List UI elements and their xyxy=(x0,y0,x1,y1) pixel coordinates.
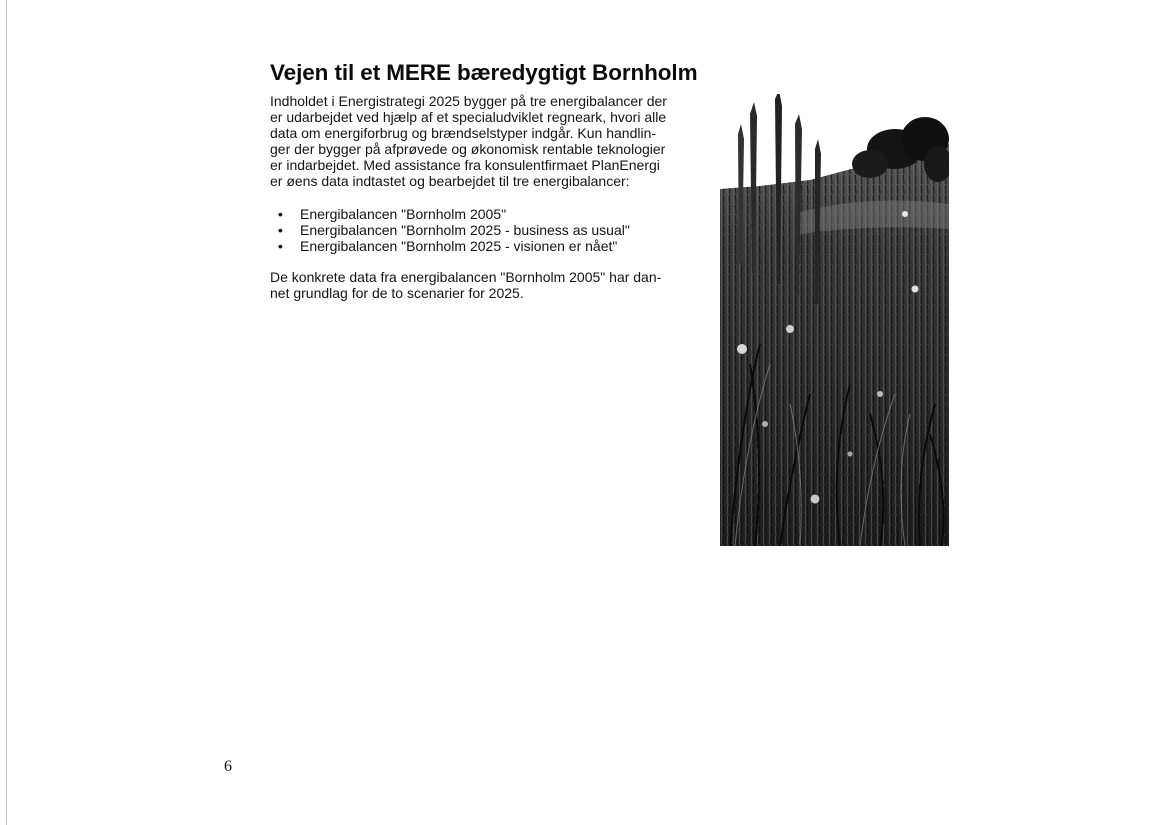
energy-balance-list xyxy=(270,206,700,254)
list-item xyxy=(270,222,700,238)
list-item-text: Energibalancen "Bornholm 2025 - business as usual" xyxy=(300,222,630,239)
intro-line: er udarbejdet ved hjælp af et specialudviklet regneark, hvori alle xyxy=(270,108,667,125)
scan-edge-line xyxy=(6,0,7,825)
page-number: 6 xyxy=(224,758,232,775)
list-item xyxy=(270,206,700,222)
body-text xyxy=(270,94,700,302)
bullet-icon: • xyxy=(278,222,283,239)
list-item-text: Energibalancen "Bornholm 2005" xyxy=(300,206,507,223)
closing-line: net grundlag for de to scenarier for 2025. xyxy=(270,285,524,302)
intro-line: Indholdet i Energistrategi 2025 bygger på tre energibalancer der xyxy=(270,93,667,109)
closing-line: De konkrete data fra energibalancen "Bornholm 2005" har dan- xyxy=(270,269,662,286)
intro-line: ger der bygger på afprøvede og økonomisk rentable teknologier xyxy=(270,140,666,157)
intro-paragraph xyxy=(270,94,700,189)
bullet-icon: • xyxy=(278,206,283,223)
list-item-text: Energibalancen "Bornholm 2025 - visionen er nået" xyxy=(300,238,618,255)
list-item xyxy=(270,238,700,254)
intro-line: er indarbejdet. Med assistance fra konsulentfirmaet PlanEnergi xyxy=(270,156,660,173)
page-title: Vejen til et MERE bæredygtigt Bornholm xyxy=(270,60,698,85)
closing-paragraph xyxy=(270,270,700,302)
intro-line: data om energiforbrug og brændselstyper indgår. Kun handlin- xyxy=(270,124,657,141)
bullet-icon: • xyxy=(278,238,283,255)
meadow-photo xyxy=(720,94,949,546)
intro-line: er øens data indtastet og bearbejdet til tre energibalancer: xyxy=(270,172,630,189)
